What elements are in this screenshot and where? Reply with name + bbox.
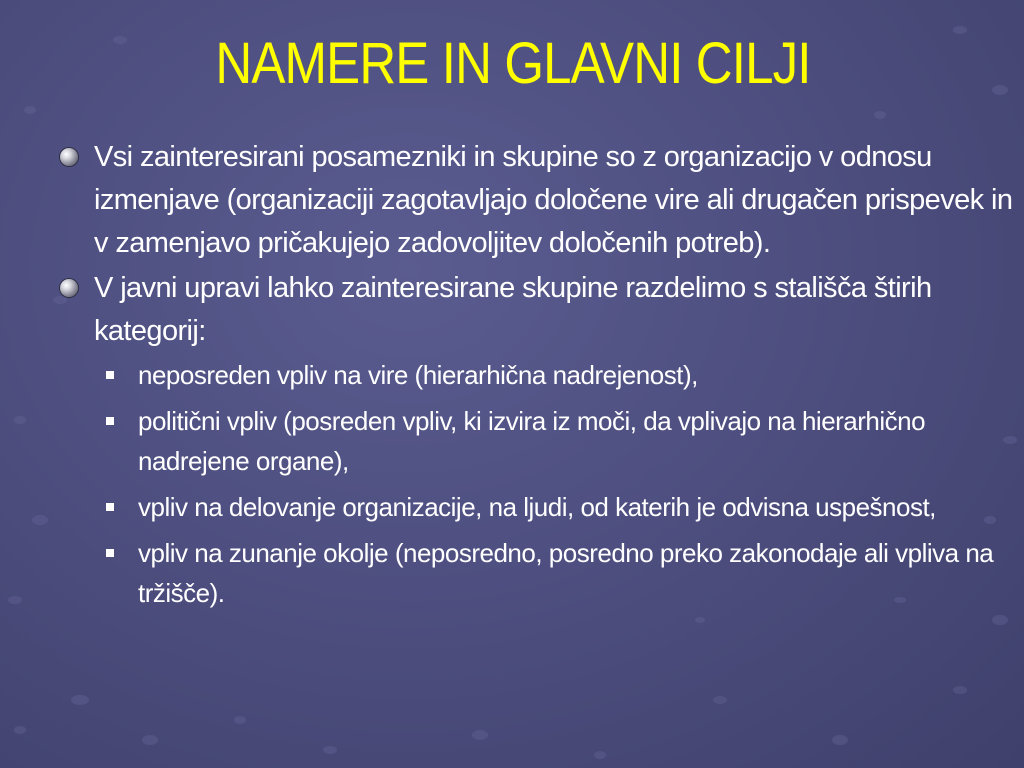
square-bullet-icon: [106, 417, 114, 425]
bullet-item: [60, 136, 1020, 265]
sphere-bullet-icon: [60, 279, 78, 297]
sphere-bullet-icon: [60, 148, 78, 166]
sub-bullet-item: [106, 487, 1020, 527]
sub-bullet-text: neposreden vpliv na vire (hierarhična nadrejenost),: [138, 360, 698, 390]
bullet-text: V javni upravi lahko zainteresirane skupine razdelimo s stališča štirih kategorij:: [94, 272, 932, 347]
slide-title: NAMERE IN GLAVNI CILJI: [215, 31, 811, 96]
bullet-item: [60, 267, 1020, 353]
sub-bullet-item: [106, 533, 1020, 613]
square-bullet-icon: [106, 503, 114, 511]
sub-bullet-text: politični vpliv (posreden vpliv, ki izvira iz moči, da vplivajo na hierarhično nadrejene organe),: [138, 406, 926, 476]
sub-bullet-item: [106, 401, 1020, 481]
sub-bullet-text: vpliv na delovanje organizacije, na ljudi, od katerih je odvisna uspešnost,: [138, 492, 936, 522]
sub-bullet-text: vpliv na zunanje okolje (neposredno, posredno preko zakonodaje ali vpliva na tržišče).: [138, 538, 994, 608]
sub-bullet-item: [106, 355, 1020, 395]
square-bullet-icon: [106, 549, 114, 557]
slide-content: [60, 136, 1020, 619]
square-bullet-icon: [106, 371, 114, 379]
bullet-text: Vsi zainteresirani posamezniki in skupine so z organizacijo v odnosu izmenjave (organizaciji zagotavljajo določene vire ali drugačen prispevek in v zamenjavo pričakujejo zadovoljitev določenih potreb).: [94, 141, 1013, 259]
